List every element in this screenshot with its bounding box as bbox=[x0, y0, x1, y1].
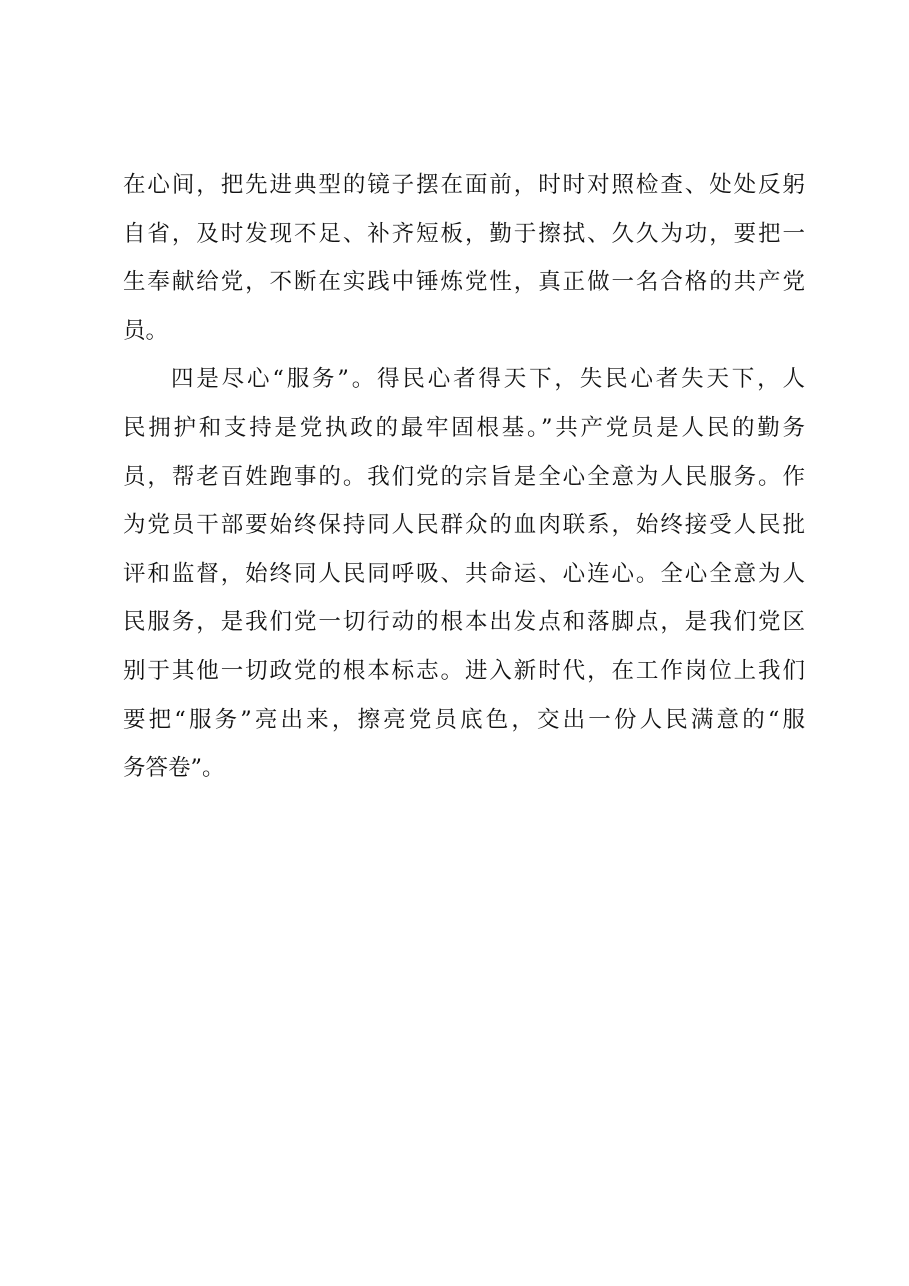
paragraph-service bbox=[123, 355, 805, 792]
text-line: 民服务，是我们党一切行动的根本出发点和落脚点，是我们党区 bbox=[123, 609, 805, 636]
text-line: 为党员干部要始终保持同人民群众的血肉联系，始终接受人民批 bbox=[123, 512, 805, 539]
document-body bbox=[123, 161, 805, 793]
text-line: 生奉献给党，不断在实践中锤炼党性，真正做一名合格的共产党 bbox=[123, 269, 805, 296]
text-line: 四是尽心“服务”。得民心者得天下，失民心者失天下，人 bbox=[171, 366, 805, 393]
text-line: 要把“服务”亮出来，擦亮党员底色，交出一份人民满意的“服 bbox=[123, 706, 805, 733]
text-line: 在心间，把先进典型的镜子摆在面前，时时对照检查、处处反躬 bbox=[123, 172, 805, 198]
text-line: 评和监督，始终同人民同呼吸、共命运、心连心。全心全意为人 bbox=[123, 560, 805, 587]
text-line: 自省，及时发现不足、补齐短板，勤于擦拭、久久为功，要把一 bbox=[123, 220, 805, 247]
paragraph-continuation bbox=[123, 161, 805, 355]
text-line: 员，帮老百姓跑事的。我们党的宗旨是全心全意为人民服务。作 bbox=[123, 463, 805, 490]
text-line: 务答卷”。 bbox=[123, 755, 225, 782]
text-line: 民拥护和支持是党执政的最牢固根基。”共产党员是人民的勤务 bbox=[123, 414, 805, 441]
text-line: 别于其他一切政党的根本标志。进入新时代，在工作岗位上我们 bbox=[123, 657, 805, 684]
text-line: 员。 bbox=[123, 317, 169, 344]
